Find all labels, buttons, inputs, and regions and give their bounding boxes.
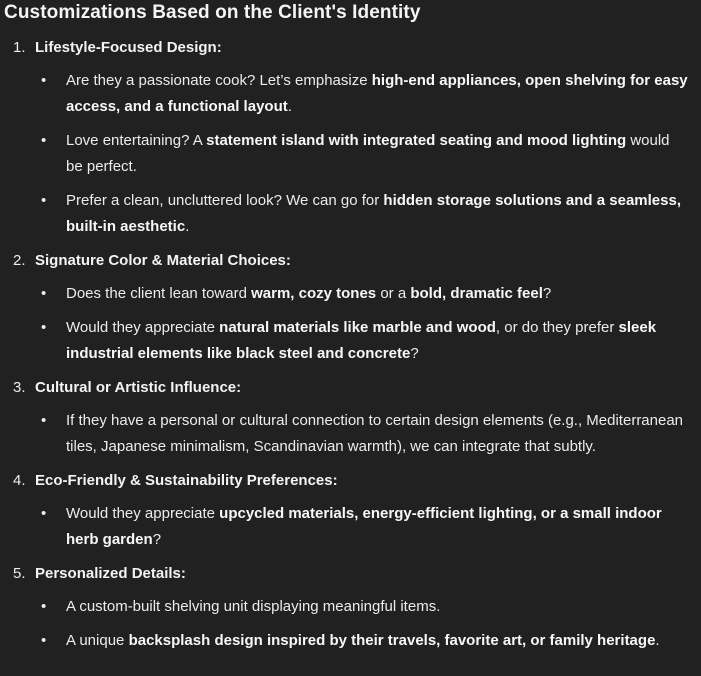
bullet-icon: • [41,285,47,302]
bullet-text [66,319,656,362]
list-item-heading: Eco-Friendly & Sustainability Preferences: [35,472,338,489]
list-number: 3. [13,379,26,396]
bullet-item [35,408,701,460]
bold-text: warm, cozy tones [251,285,377,302]
bullet-text [66,632,660,649]
bullet-item [35,68,701,120]
bullet-list [35,594,701,654]
bullet-text [66,598,440,615]
bullet-text [66,72,688,115]
list-number: 1. [13,39,26,56]
list-item-cultural [4,375,701,460]
plain-text: Would they appreciate [66,319,220,336]
bullet-text [66,505,662,548]
plain-text: ? [542,285,552,302]
plain-text: would be perfect. [66,132,670,175]
bold-text: upcycled materials, energy-efficient lighting, or a small indoor herb garden [66,505,662,548]
bullet-item [35,501,701,553]
list-item-personalized [4,561,701,654]
plain-text: Would they appreciate [66,505,220,522]
bullet-list [35,501,701,553]
plain-text: If they have a personal or cultural connection to certain design elements (e.g., Mediterranean tiles, Japanese minimalism, Scandinavian warmth), we can integrate that subtly. [66,412,684,455]
bullet-text [66,412,683,455]
bold-text: sleek industrial elements like black steel and concrete [66,319,657,362]
bullet-item [35,628,701,654]
bullet-icon: • [41,505,47,522]
bullet-list [35,281,701,367]
bold-text: high-end appliances, open shelving for easy access, and a functional layout [66,72,688,115]
bullet-icon: • [41,319,47,336]
bullet-icon: • [41,132,47,149]
plain-text: ? [410,345,419,362]
plain-text: A unique [66,632,129,649]
bullet-text [66,132,670,175]
list-number: 4. [13,472,26,489]
list-item-heading: Signature Color & Material Choices: [35,252,291,269]
plain-text: ? [152,531,162,548]
bullet-item [35,315,701,367]
bullet-list [35,408,701,460]
list-item-color-material [4,248,701,367]
bullet-icon: • [41,72,47,89]
bullet-text [66,192,681,235]
list-item-lifestyle [4,35,701,240]
bullet-icon: • [41,598,47,615]
plain-text: Does the client lean toward [66,285,252,302]
list-item-heading: Cultural or Artistic Influence: [35,379,242,396]
bold-text: backsplash design inspired by their travels, favorite art, or family heritage [128,632,656,649]
plain-text: Are they a passionate cook? Let’s emphasize [66,72,372,89]
bullet-icon: • [41,192,47,209]
plain-text: . [287,98,292,115]
plain-text: Prefer a clean, uncluttered look? We can go for [66,192,384,209]
list-number: 2. [13,252,26,269]
numbered-list [4,35,701,654]
plain-text: . [655,632,660,649]
plain-text: Love entertaining? A [66,132,207,149]
plain-text: A custom-built shelving unit displaying meaningful items. [66,598,441,615]
bold-text: hidden storage solutions and a seamless, built-in aesthetic [66,192,681,235]
list-number: 5. [13,565,26,582]
bullet-icon: • [41,412,47,429]
list-item-heading: Personalized Details: [35,565,186,582]
bullet-item [35,188,701,240]
plain-text: . [185,218,190,235]
list-item-heading: Lifestyle-Focused Design: [35,39,222,56]
bullet-list [35,68,701,240]
bold-text: natural materials like marble and wood [219,319,496,336]
list-item-eco-friendly [4,468,701,553]
section-title: Customizations Based on the Client's Identity [4,2,421,23]
bullet-item [35,128,701,180]
plain-text: , or do they prefer [495,319,619,336]
bullet-item [35,594,701,620]
bullet-icon: • [41,632,47,649]
plain-text: or a [376,285,411,302]
bold-text: statement island with integrated seating and mood lighting [206,132,627,149]
bullet-item [35,281,701,307]
bold-text: bold, dramatic feel [410,285,543,302]
bullet-text [66,285,551,302]
